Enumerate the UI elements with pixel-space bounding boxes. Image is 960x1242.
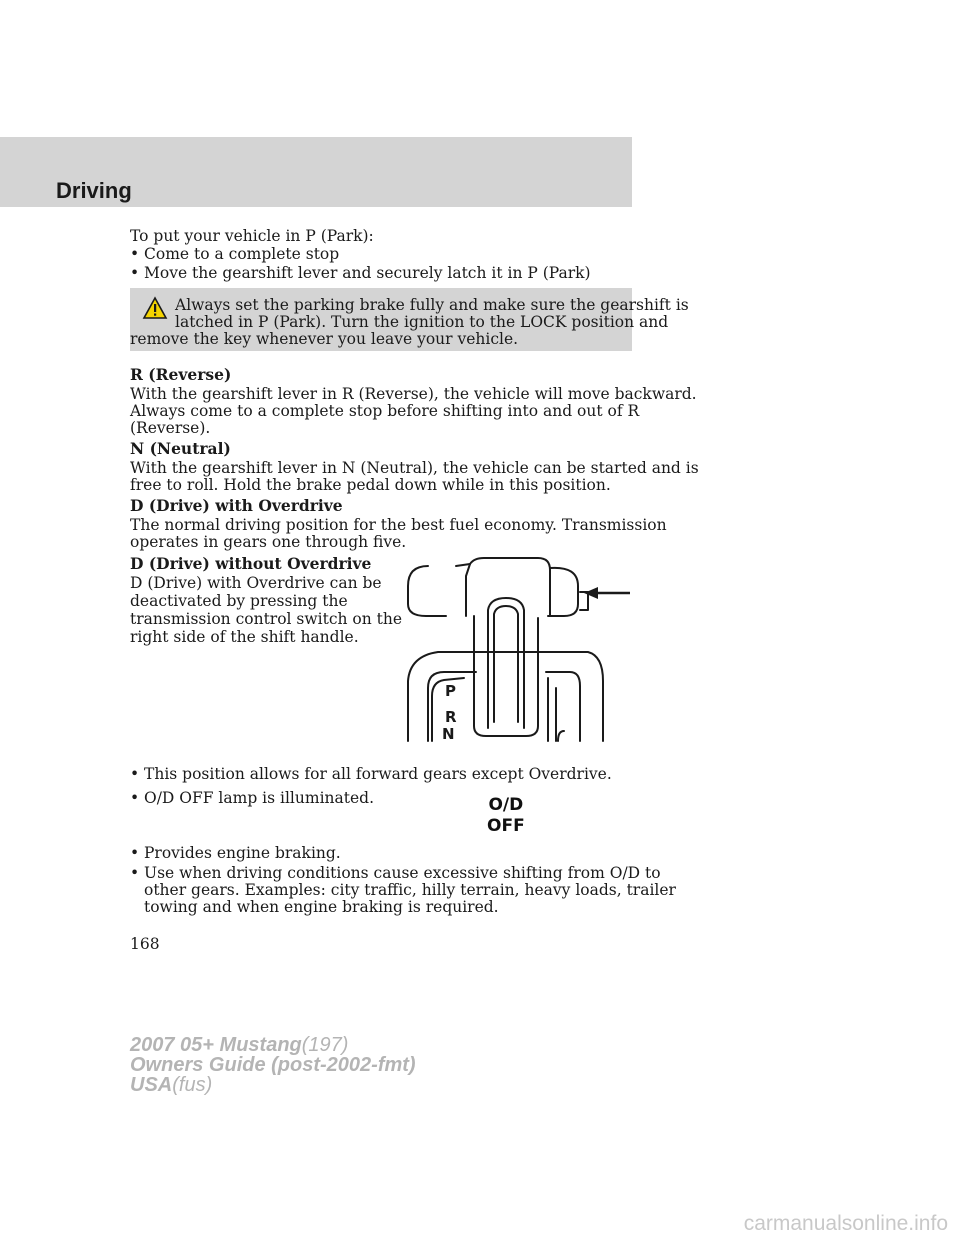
arrow-pointer-icon — [584, 587, 630, 599]
drive-no-od-bullet-2: O/D OFF lamp is illuminated. — [144, 789, 374, 807]
neutral-heading: N (Neutral) — [130, 439, 231, 458]
footer-line-1 — [130, 1035, 348, 1055]
drive-od-line-2: operates in gears one through five. — [130, 533, 407, 551]
reverse-line-2: Always come to a complete stop before shifting into and out of R — [130, 402, 640, 420]
footer-market-code: (fus) — [172, 1074, 213, 1096]
gear-label-r: R — [445, 708, 457, 726]
bullet-icon: • — [130, 864, 140, 882]
intro-bullet-1: Come to a complete stop — [144, 245, 340, 263]
drive-no-od-line-4: right side of the shift handle. — [130, 628, 359, 646]
footer-line-3 — [130, 1075, 212, 1095]
bullet-icon: • — [130, 765, 140, 783]
warning-line-2: latched in P (Park). Turn the ignition to the LOCK position and — [175, 313, 669, 331]
footer-market: USA — [130, 1074, 173, 1096]
intro-bullet-2: Move the gearshift lever and securely latch it in P (Park) — [144, 264, 591, 282]
footer-line-2 — [130, 1055, 416, 1075]
gear-label-n: N — [442, 725, 455, 743]
drive-no-od-line-2: deactivated by pressing the — [130, 592, 348, 610]
drive-no-od-line-3: transmission control switch on the — [130, 610, 403, 628]
watermark-link[interactable]: carmanualsonline.info — [743, 1212, 948, 1235]
page-number: 168 — [130, 935, 160, 953]
drive-od-line-1: The normal driving position for the best fuel economy. Transmission — [130, 516, 667, 534]
drive-no-od-bullet-1: This position allows for all forward gears except Overdrive. — [144, 765, 612, 783]
neutral-line-1: With the gearshift lever in N (Neutral), the vehicle can be started and is — [130, 459, 699, 477]
intro-text: To put your vehicle in P (Park): — [130, 227, 374, 245]
bullet-icon: • — [130, 844, 140, 862]
drive-no-od-bullet-4-cont-1: other gears. Examples: city traffic, hilly terrain, heavy loads, trailer — [144, 881, 676, 899]
footer-model: 2007 05+ Mustang — [130, 1034, 302, 1056]
drive-no-od-line-1: D (Drive) with Overdrive can be — [130, 574, 382, 592]
gear-label-p: P — [445, 682, 456, 700]
reverse-line-3: (Reverse). — [130, 419, 211, 437]
drive-od-heading: D (Drive) with Overdrive — [130, 496, 343, 515]
od-off-line-1: O/D — [488, 795, 524, 815]
drive-no-od-heading: D (Drive) without Overdrive — [130, 554, 372, 573]
reverse-line-1: With the gearshift lever in R (Reverse), the vehicle will move backward. — [130, 385, 697, 403]
warning-line-3: remove the key whenever you leave your vehicle. — [130, 330, 519, 348]
od-off-lamp-icon — [487, 795, 525, 837]
reverse-heading: R (Reverse) — [130, 365, 232, 384]
drive-no-od-bullet-3: Provides engine braking. — [144, 844, 341, 862]
footer-guide: Owners Guide (post-2002-fmt) — [130, 1054, 416, 1076]
section-title: Driving — [56, 178, 132, 203]
footer-model-code: (197) — [301, 1034, 349, 1056]
bullet-icon: • — [130, 789, 140, 807]
drive-no-od-bullet-4: Use when driving conditions cause excessive shifting from O/D to — [144, 864, 661, 882]
warning-line-1: Always set the parking brake fully and make sure the gearshift is — [175, 296, 689, 314]
bullet-icon: • — [130, 245, 140, 263]
bullet-icon: • — [130, 264, 140, 282]
warning-triangle-icon — [142, 296, 168, 320]
gearshift-illustration — [398, 556, 634, 744]
drive-no-od-bullet-4-cont-2: towing and when engine braking is required. — [144, 898, 499, 916]
od-off-line-2: OFF — [487, 816, 525, 836]
neutral-line-2: free to roll. Hold the brake pedal down while in this position. — [130, 476, 611, 494]
